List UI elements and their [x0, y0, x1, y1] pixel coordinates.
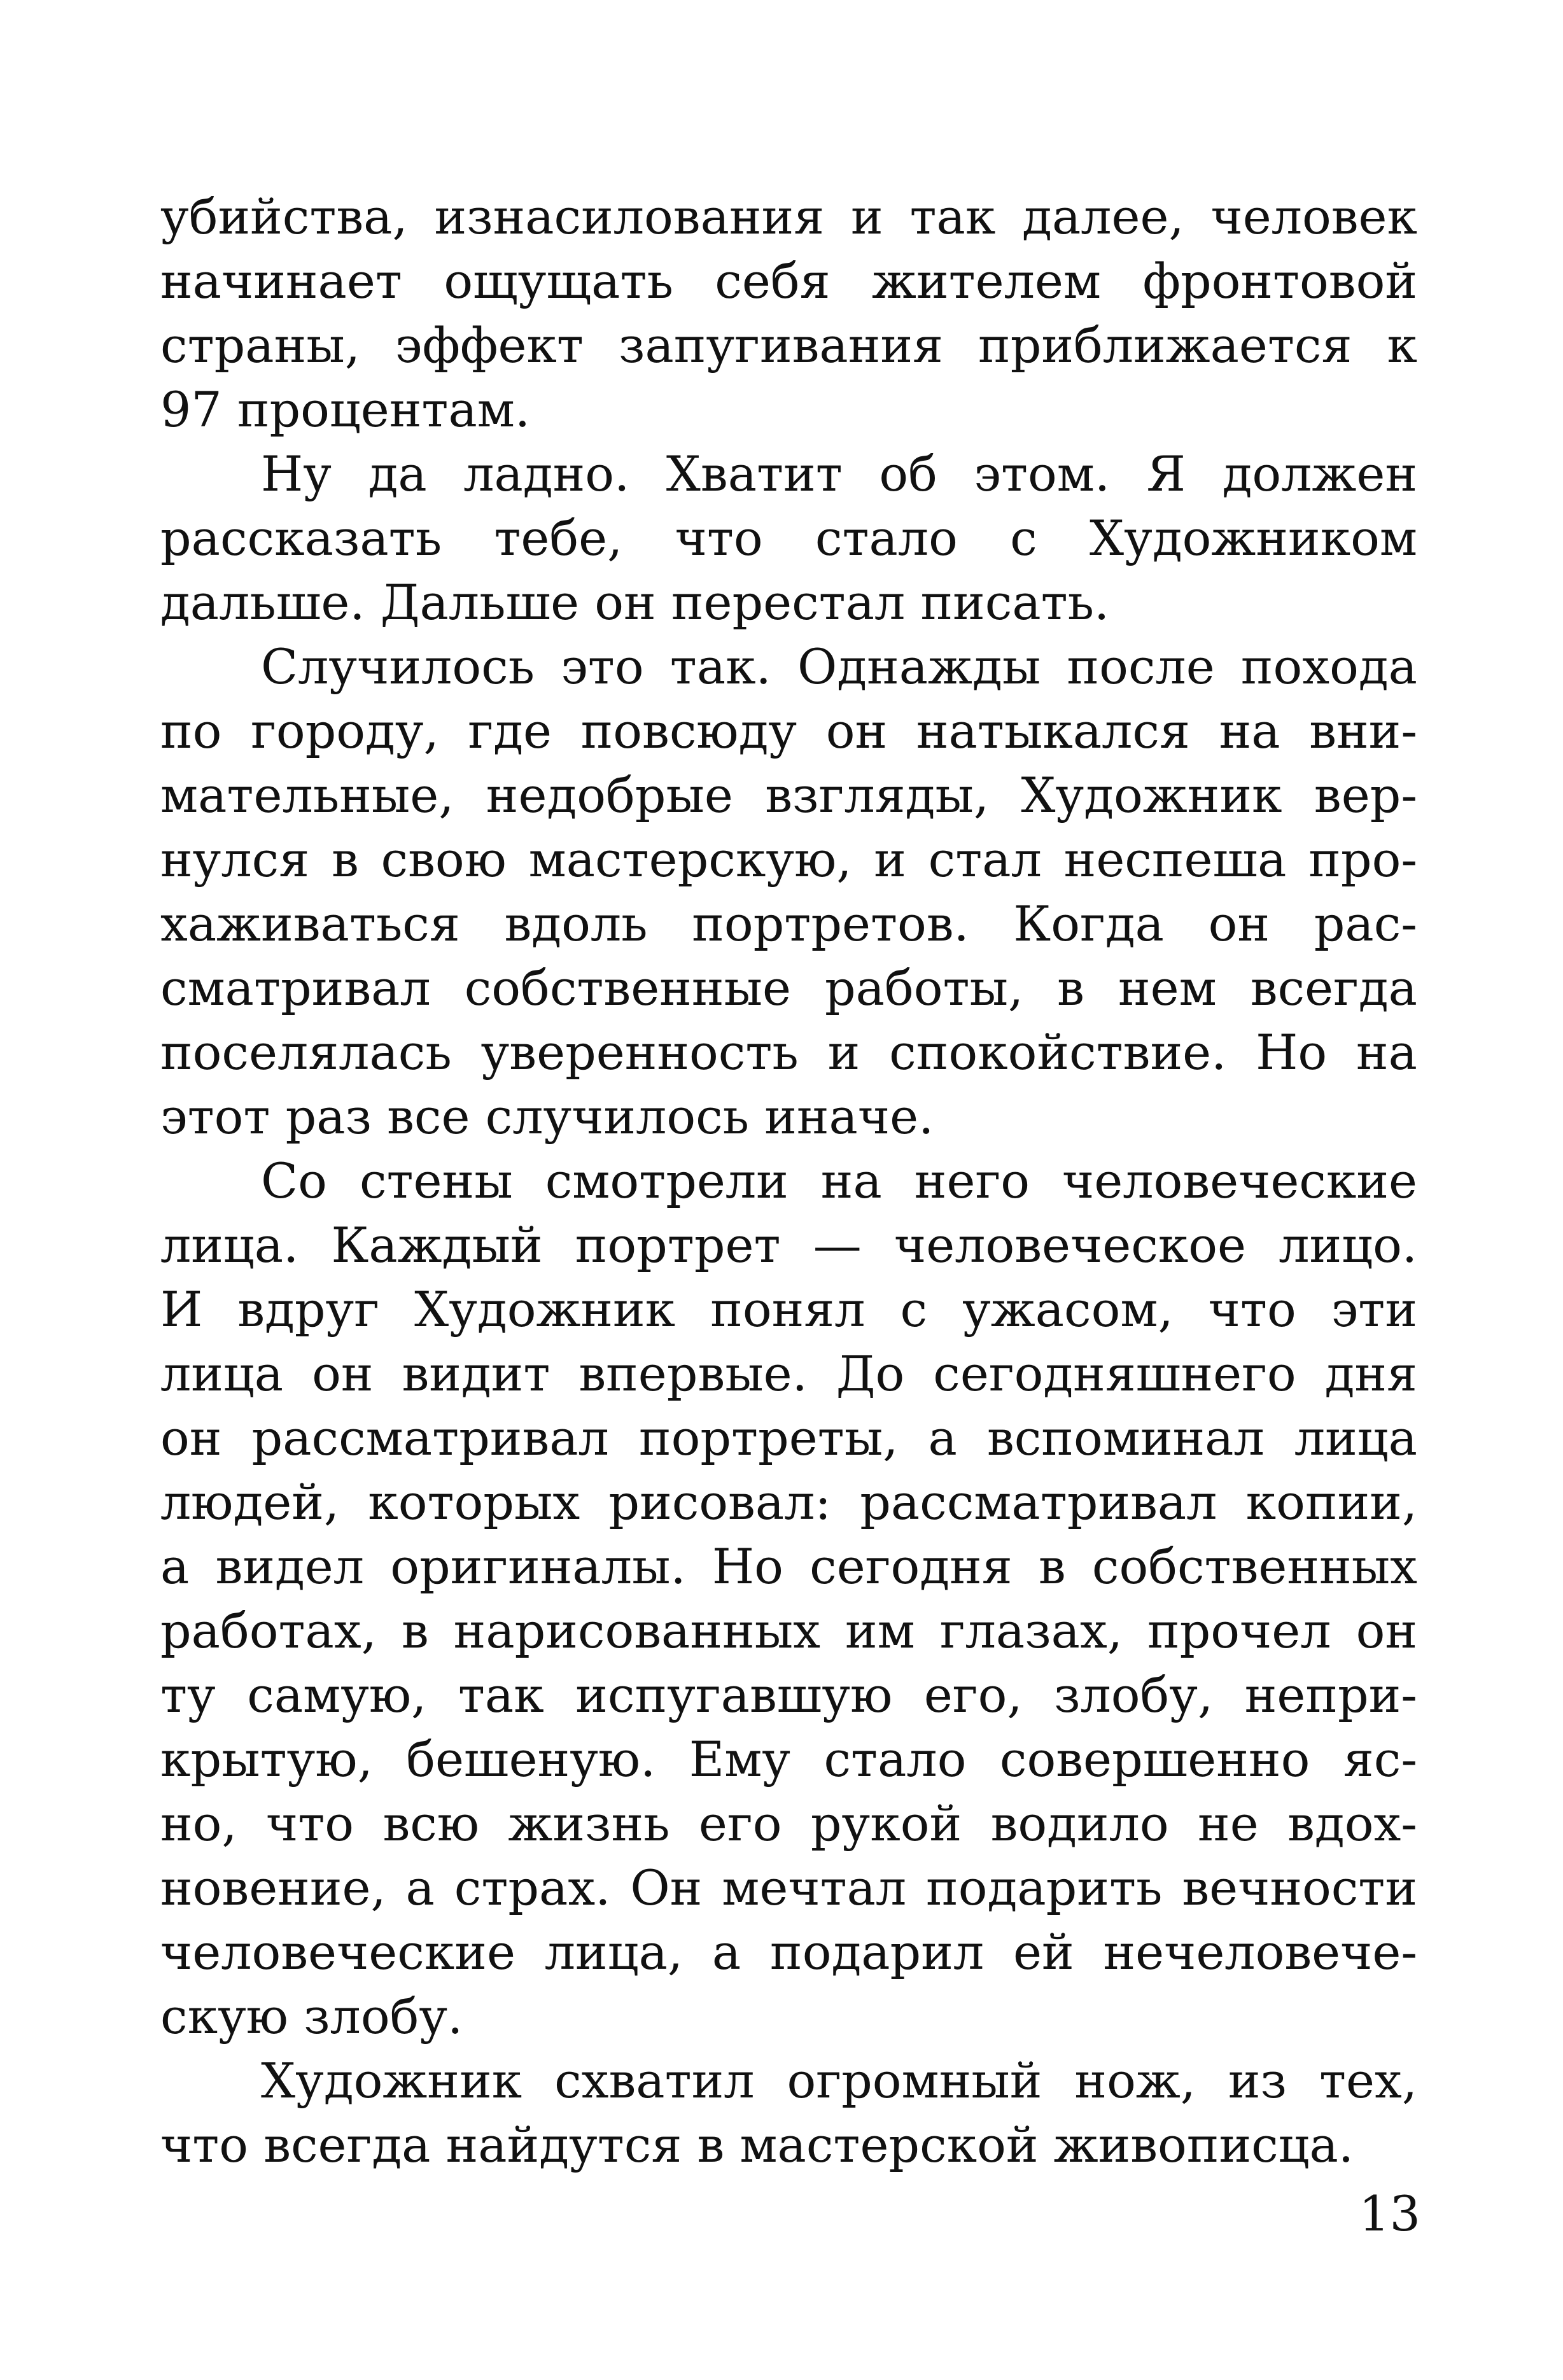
text-line: лица. Каждый портрет — человеческое лицо.: [160, 1217, 1417, 1273]
text-line: И вдруг Художник понял с ужасом, что эти: [160, 1281, 1417, 1338]
text-line: хаживаться вдоль портретов. Когда он рас-: [160, 895, 1417, 952]
body-text: [160, 185, 1417, 2177]
text-line: людей, которых рисовал: рассматривал копии,: [160, 1474, 1417, 1530]
text-line: страны, эффект запугивания приближается к: [160, 317, 1417, 374]
text-line: новение, а страх. Он мечтал подарить вечности: [160, 1859, 1417, 1916]
paragraph-first-line: Ну да ладно. Хватит об этом. Я должен: [261, 445, 1417, 502]
paragraph-first-line: Со стены смотрели на него человеческие: [261, 1152, 1417, 1209]
text-line: человеческие лица, а подарил ей нечеловече-: [160, 1924, 1417, 1980]
text-line: этот раз все случилось иначе.: [160, 1088, 934, 1145]
text-line: работах, в нарисованных им глазах, прочел он: [160, 1602, 1417, 1659]
text-line: начинает ощущать себя жителем фронтовой: [160, 253, 1417, 309]
text-line: сматривал собственные работы, в нем всегда: [160, 960, 1417, 1016]
text-line: ту самую, так испугавшую его, злобу, непри-: [160, 1667, 1417, 1723]
text-line: дальше. Дальше он перестал писать.: [160, 574, 1110, 631]
text-line: по городу, где повсюду он натыкался на вни-: [160, 703, 1417, 759]
text-line: рассказать тебе, что стало с Художником: [160, 510, 1417, 566]
paragraph-first-line: Художник схватил огромный нож, из тех,: [261, 2052, 1417, 2109]
paragraph-first-line: убийства, изнасилования и так далее, человек: [160, 188, 1417, 245]
text-line: он рассматривал портреты, а вспоминал лица: [160, 1410, 1417, 1466]
text-line: скую злобу.: [160, 1988, 463, 2045]
paragraph-first-line: Случилось это так. Однажды после похода: [261, 638, 1417, 695]
page-number: 13: [1359, 2185, 1420, 2242]
text-line: нулся в свою мастерскую, и стал неспеша про-: [160, 831, 1417, 888]
text-line: а видел оригиналы. Но сегодня в собственных: [160, 1538, 1417, 1595]
text-line: мательные, недобрые взгляды, Художник вер-: [160, 767, 1417, 823]
text-line: что всегда найдутся в мастерской живописца.: [160, 2117, 1354, 2173]
text-line: лица он видит впервые. До сегодняшнего дня: [160, 1345, 1417, 1402]
text-line: но, что всю жизнь его рукой водило не вдох-: [160, 1795, 1417, 1852]
text-line: поселялась уверенность и спокойствие. Но на: [160, 1024, 1417, 1081]
text-line: крытую, бешеную. Ему стало совершенно яс-: [160, 1731, 1417, 1788]
text-line: 97 процентам.: [160, 381, 531, 438]
